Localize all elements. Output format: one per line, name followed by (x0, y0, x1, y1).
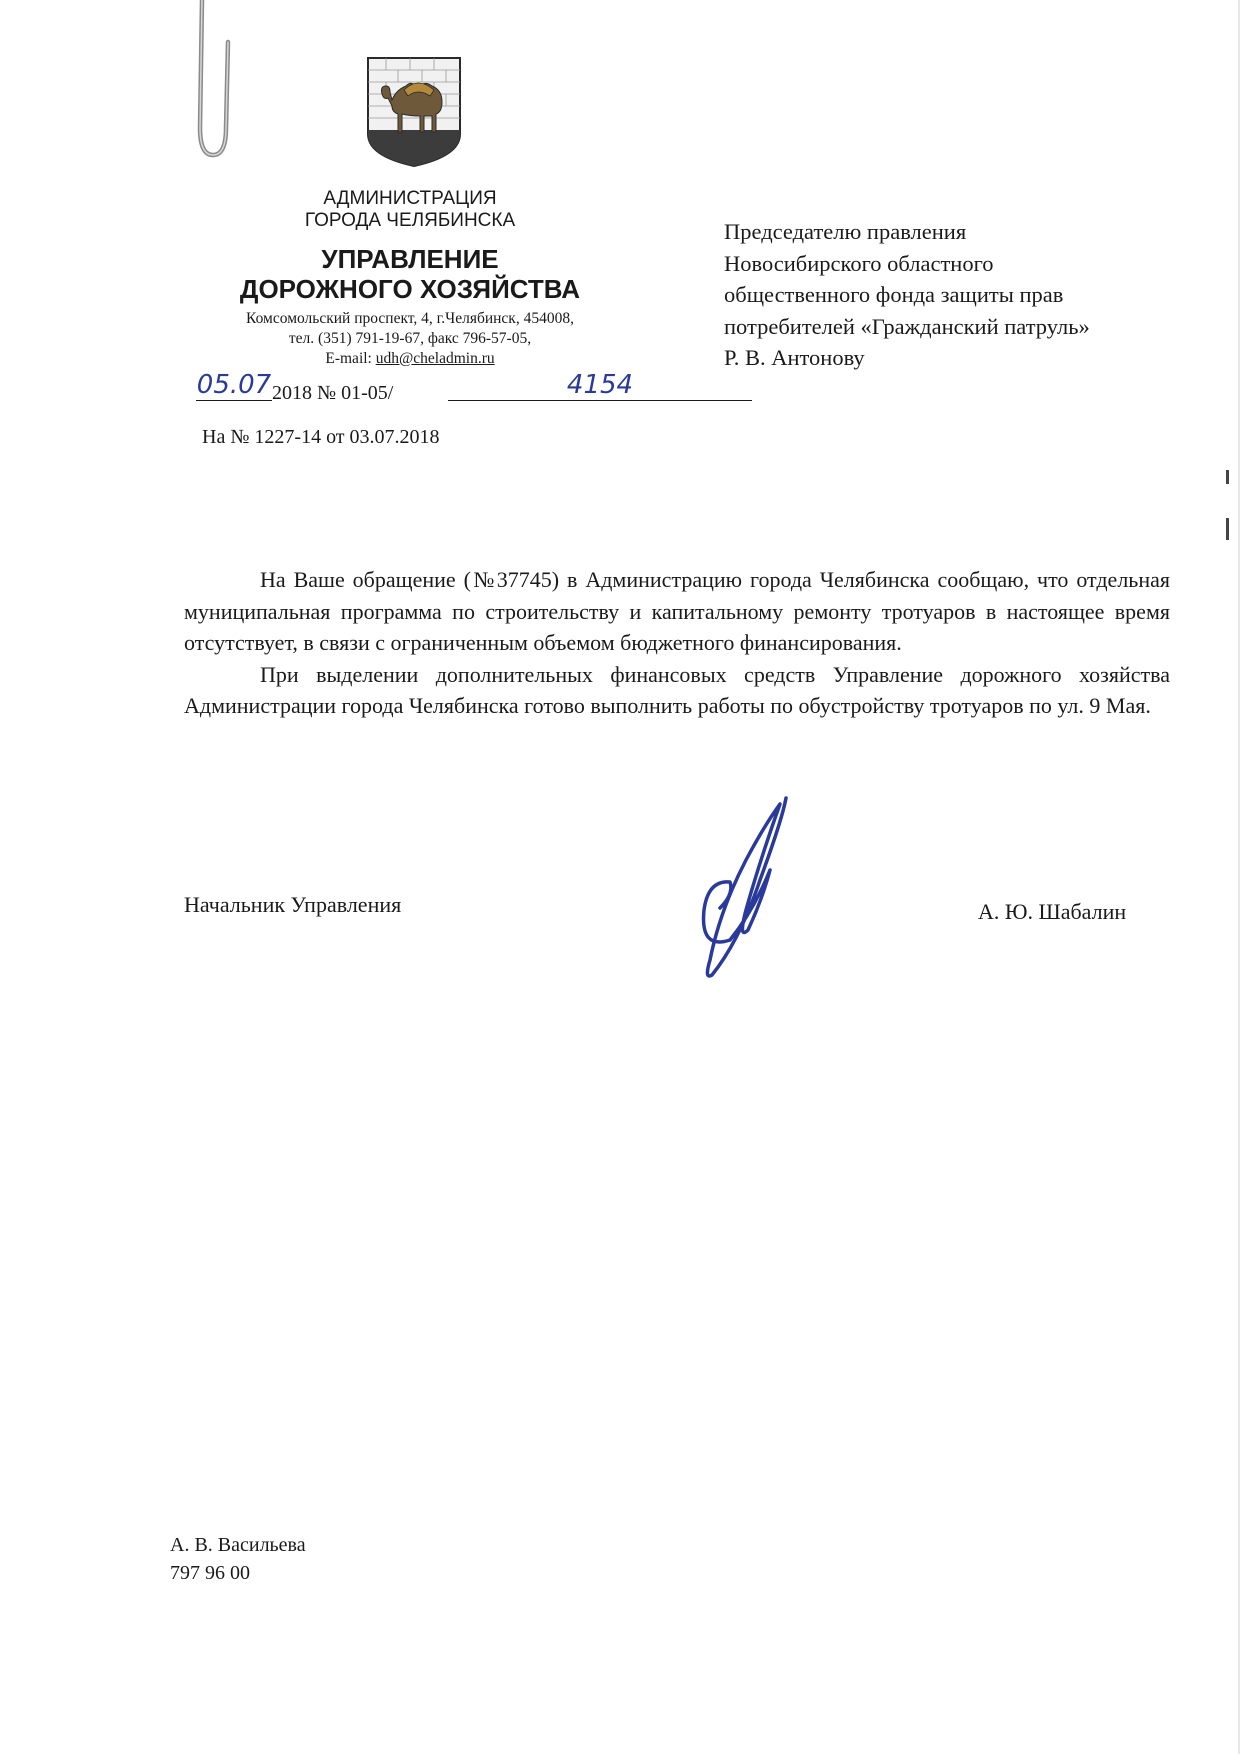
recipient-line-1: Председателю правления (724, 219, 967, 244)
recipient-line-2: Новосибирского областного (724, 250, 994, 276)
executor-name: А. В. Васильева (170, 1534, 306, 1556)
executor-phone: 797 96 00 (170, 1562, 250, 1584)
signatory-title: Начальник Управления (184, 892, 402, 917)
recipient-line-4: потребителей «Гражданский патруль» (724, 313, 1090, 339)
chelyabinsk-coat-of-arms-camel-icon (366, 56, 462, 168)
phone-fax-line: тел. (351) 791-19-67, факс 796-57-05, (288, 330, 532, 347)
letter-body (184, 564, 1170, 722)
handwritten-date: 05.07 (196, 370, 272, 400)
body-paragraph-1: На Ваше обращение (№37745) в Администрацию города Челябинска сообщаю, что отдельная муниципальная программа по строительству и капитальному ремонту тротуаров в настоящее время отсутствует, в связи с ограниченным объемом бюджетного финансирования. (184, 567, 1170, 655)
dept-line-1: УПРАВЛЕНИЕ (321, 244, 499, 274)
signatory-name: А. Ю. Шабалин (978, 899, 1127, 924)
address-line: Комсомольский проспект, 4, г.Челябинск, 454008, (246, 310, 574, 327)
recipient-line-5: Р. В. Антонову (724, 345, 865, 370)
email-link[interactable]: udh@cheladmin.ru (375, 350, 495, 367)
contact-info (180, 309, 640, 369)
administration-name (250, 188, 570, 232)
registration-year-number: 2018 № 01-05/ (272, 382, 394, 404)
email-line (180, 349, 640, 369)
admin-line-1: АДМИНИСТРАЦИЯ (323, 188, 497, 209)
handwritten-signature-icon (690, 790, 810, 980)
paper-clip-icon (188, 0, 248, 165)
dept-line-2: ДОРОЖНОГО ХОЗЯЙСТВА (239, 274, 581, 304)
reply-reference: На № 1227-14 от 03.07.2018 (202, 426, 440, 448)
recipient-block (724, 216, 1164, 374)
handwritten-registration-number: 4154 (448, 370, 752, 401)
recipient-line-3: общественного фонда защиты прав (724, 282, 1064, 307)
scan-edge-mark (1226, 518, 1229, 540)
admin-line-2: ГОРОДА ЧЕЛЯБИНСКА (304, 210, 516, 231)
department-name (220, 244, 600, 304)
scan-edge-mark (1226, 470, 1229, 484)
body-paragraph-2: При выделении дополнительных финансовых средств Управление дорожного хозяйства Администрации города Челябинска готово выполнить работы по обустройству тротуаров по ул. 9 Мая. (184, 661, 1170, 718)
email-label: E-mail: (325, 350, 376, 367)
